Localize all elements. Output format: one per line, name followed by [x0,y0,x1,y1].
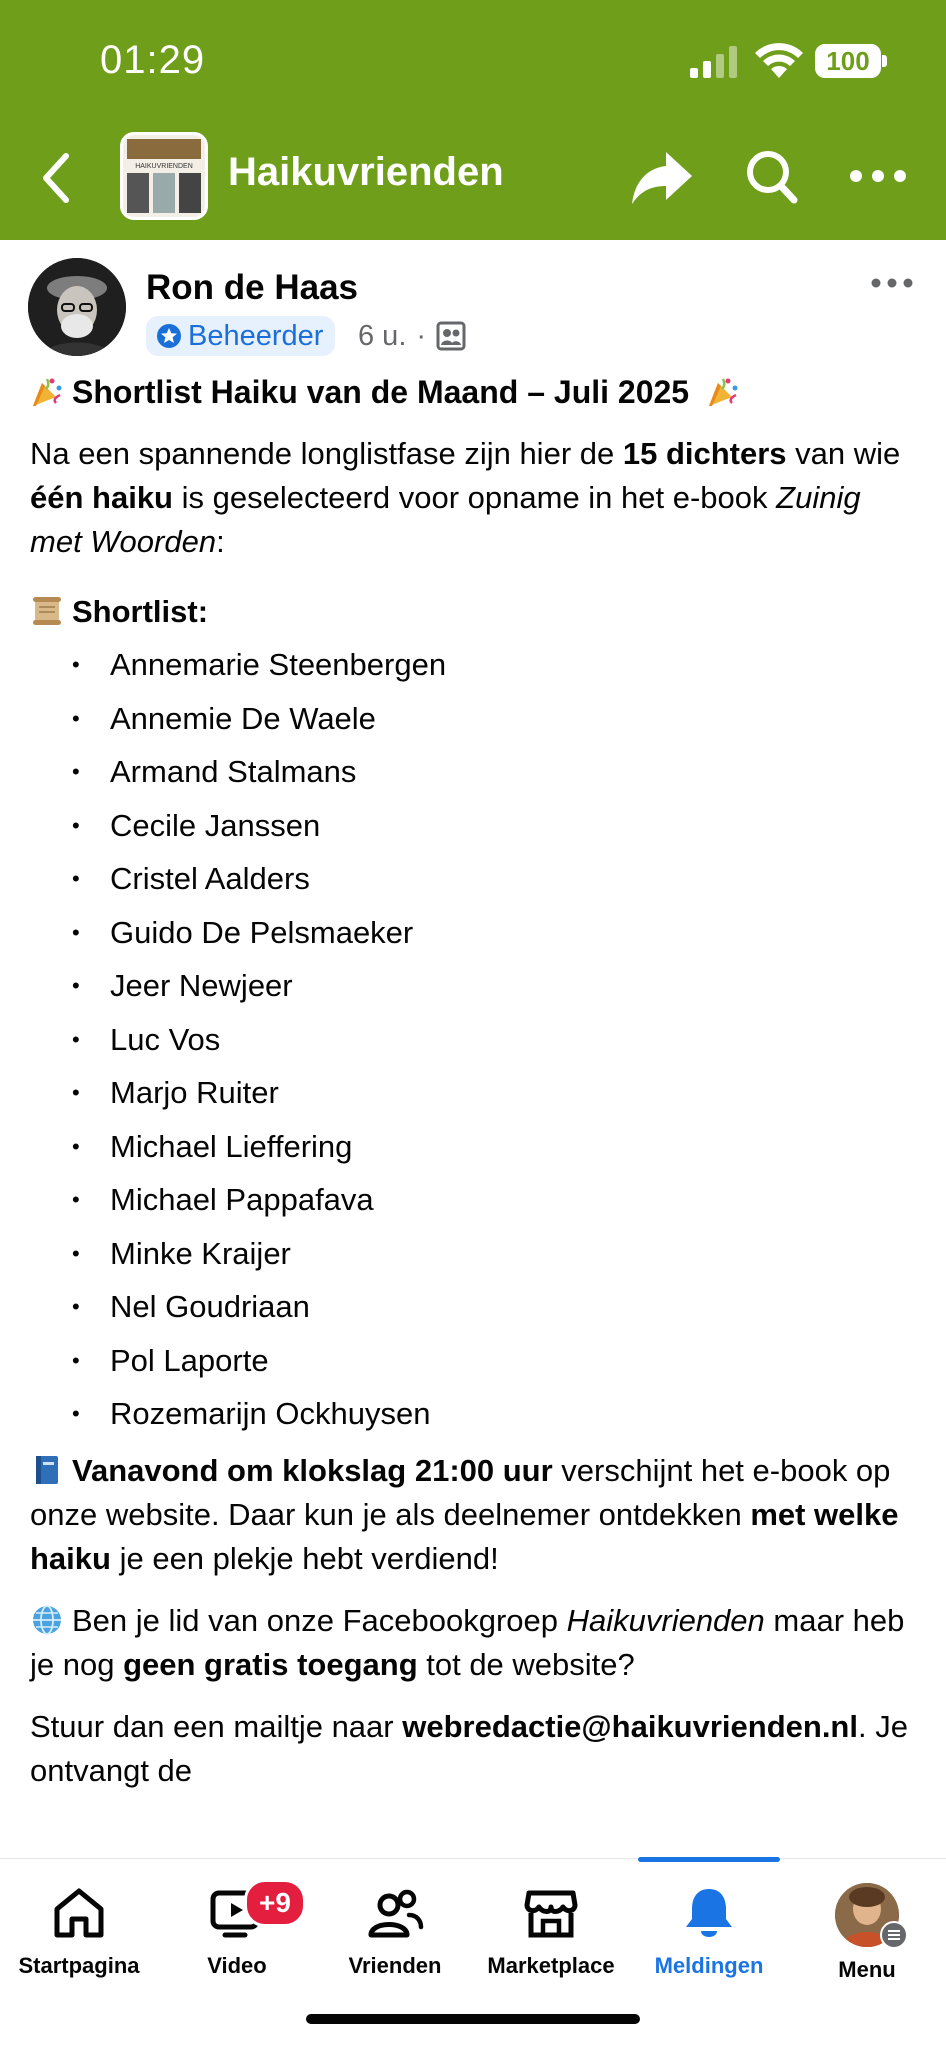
nav-home[interactable] [0,1883,158,2003]
post-title-text: Shortlist Haiku van de Maand – Juli 2025 [72,374,690,410]
post-title [30,370,920,414]
post-meta [358,318,466,354]
list-item: • Annemie De Waele [30,692,920,746]
mail-paragraph: Stuur dan een mailtje naar webredactie@haikuvrienden.nl. Je ontvangt de [30,1708,908,1788]
group-audience-icon [436,321,466,351]
thumb-caption: HAIKUVRIENDEN [135,163,193,170]
party-popper-icon [706,375,740,409]
list-item: • Cristel Aalders [30,852,920,906]
meta-separator: · [416,320,427,352]
home-indicator[interactable] [306,2014,640,2024]
group-cover-image [123,135,205,217]
list-item: • Jeer Newjeer [30,959,920,1013]
admin-shield-icon [156,323,182,349]
share-icon[interactable] [630,146,694,206]
group-thumbnail[interactable] [120,132,208,220]
friends-icon [365,1883,425,1943]
list-item: • Michael Pappafava [30,1173,920,1227]
list-item: • Nel Goudriaan [30,1280,920,1334]
menu-hamburger-icon [880,1921,908,1949]
author-name[interactable]: Ron de Haas [146,268,358,307]
status-time: 01:29 [100,38,206,82]
list-item: • Luc Vos [30,1013,920,1067]
search-icon[interactable] [744,146,800,206]
back-arrow-icon[interactable] [36,148,76,208]
party-popper-icon [30,375,64,409]
battery-tip [882,55,887,67]
shortlist-names [30,638,920,1441]
nav-label: Video [207,1953,267,1978]
ebook-paragraph: Vanavond om klokslag 21:00 uur verschijnt het e-book op onze website. Daar kun je als deelnemer ontdekken met welke haiku je een plekje hebt verdiend! [30,1452,899,1576]
list-item: • Guido De Pelsmaeker [30,906,920,960]
list-item: • Rozemarijn Ockhuysen [30,1387,920,1441]
nav-video[interactable] [158,1883,316,2003]
post-time[interactable]: 6 u. [358,320,407,352]
wifi-icon [755,42,803,80]
list-item: • Pol Laporte [30,1334,920,1388]
more-options-icon[interactable] [848,166,908,186]
group-header [0,0,946,240]
list-item: • Cecile Janssen [30,799,920,853]
shortlist-heading: Shortlist: [30,590,920,634]
intro-paragraph: Na een spannende longlistfase zijn hier de 15 dichters van wie één haiku is geselecteerd voor opname in het e-book Zuinig met Woorden: [30,436,901,559]
globe-icon [30,1603,64,1637]
member-paragraph: Ben je lid van onze Facebookgroep Haikuvrienden maar heb je nog geen gratis toegang tot de website? [30,1602,905,1682]
author-avatar[interactable] [28,258,126,356]
video-notification-badge: +9 [244,1879,306,1927]
post-body [30,370,920,1811]
marketplace-icon [521,1883,581,1943]
home-icon [49,1883,109,1943]
nav-label: Menu [838,1957,896,1982]
battery-icon: 100 [815,44,881,78]
admin-badge [146,316,335,356]
cellular-signal-icon [690,46,740,78]
scroll-icon [30,594,64,628]
blue-book-icon [30,1453,64,1487]
nav-friends[interactable] [316,1883,474,2003]
active-tab-indicator [638,1857,780,1862]
group-name[interactable]: Haikuvrienden [228,150,504,194]
nav-notifications[interactable] [630,1883,788,2003]
nav-menu[interactable] [788,1883,946,2003]
nav-label: Vrienden [348,1953,442,1978]
nav-marketplace[interactable] [472,1883,630,2003]
list-item: • Armand Stalmans [30,745,920,799]
nav-label: Meldingen [654,1953,764,1978]
list-item: • Minke Kraijer [30,1227,920,1281]
bell-icon [679,1883,739,1943]
post-more-icon[interactable] [870,275,914,291]
admin-badge-label: Beheerder [188,320,324,352]
nav-label: Marketplace [487,1953,615,1978]
list-item: • Michael Lieffering [30,1120,920,1174]
nav-label: Startpagina [18,1953,140,1978]
email-link[interactable]: webredactie@haikuvrienden.nl [402,1708,858,1744]
list-item: • Marjo Ruiter [30,1066,920,1120]
list-item: • Annemarie Steenbergen [30,638,920,692]
